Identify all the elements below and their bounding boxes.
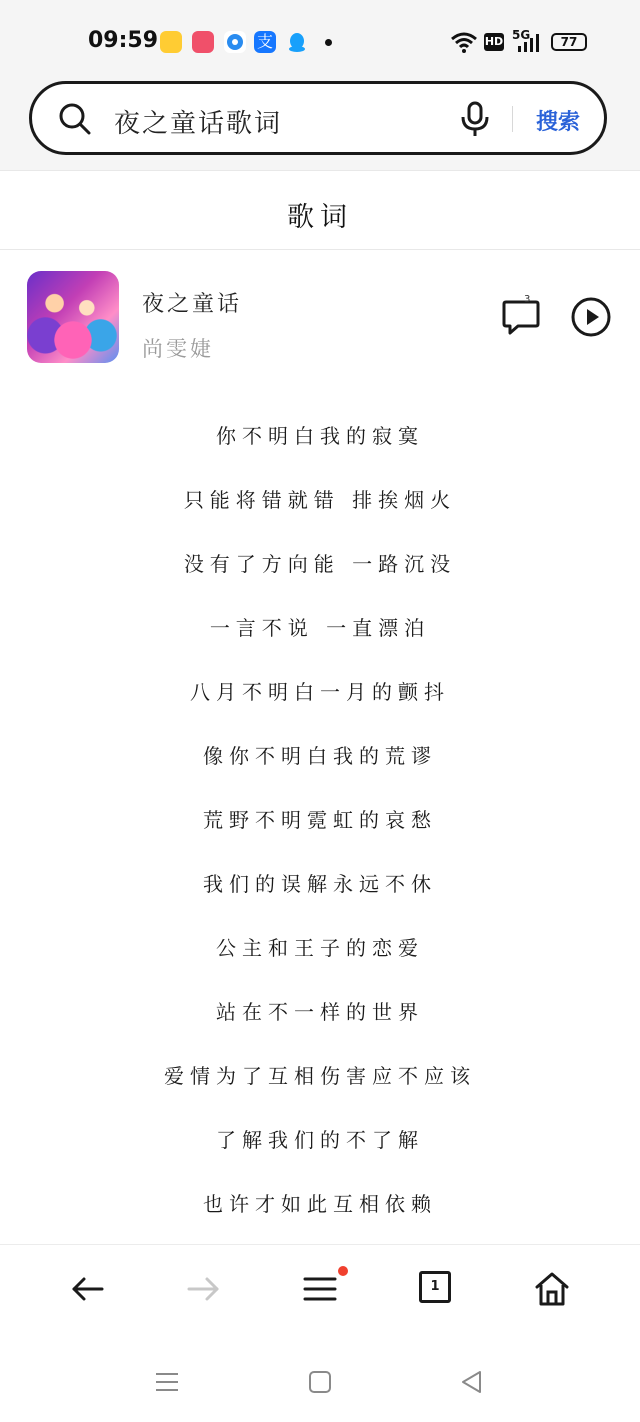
status-time: 09:59: [88, 28, 159, 53]
browser-toolbar: [0, 1244, 640, 1339]
app-icon: [192, 31, 214, 53]
lyric-line: 像你不明白我的荒谬: [203, 744, 437, 768]
lyric-line: 只能将错就错 排挨烟火: [183, 488, 457, 512]
lyric-line: 没有了方向能 一路沉没: [183, 552, 457, 576]
lyric-line: 一言不说 一直漂泊: [209, 616, 431, 640]
home-nav-icon[interactable]: [308, 1370, 332, 1394]
alipay-icon: 支: [254, 31, 276, 53]
lyric-line: 荒野不明霓虹的哀愁: [203, 808, 437, 832]
song-artist[interactable]: 尚雯婕: [142, 337, 214, 361]
search-icon[interactable]: [58, 102, 92, 136]
lyric-line: 公主和王子的恋爱: [216, 936, 424, 960]
album-cover[interactable]: [27, 271, 119, 363]
lyric-line: 你不明白我的寂寞: [216, 424, 424, 448]
page-title: 歌词: [287, 202, 353, 233]
search-bar[interactable]: [29, 81, 607, 155]
lyric-line: 站在不一样的世界: [216, 1000, 424, 1024]
song-title[interactable]: 夜之童话: [142, 292, 243, 317]
menu-notification-badge: [338, 1266, 348, 1276]
lyrics-list: [0, 420, 640, 1252]
search-area: [0, 68, 640, 170]
browser-icon: [224, 31, 246, 53]
menu-icon[interactable]: [300, 1269, 340, 1309]
lyric-line: 八月不明白一月的颤抖: [190, 680, 450, 704]
battery-icon: [551, 33, 587, 51]
lyric-line: 爱情为了互相伤害应不应该: [164, 1064, 476, 1088]
weibo-icon: [160, 31, 182, 53]
lyrics-header: [0, 170, 640, 250]
comment-icon: [500, 296, 542, 338]
play-icon: [570, 296, 612, 338]
lyric-line: 我们的误解永远不休: [203, 872, 437, 896]
notification-dot: [325, 39, 332, 46]
system-nav-bar: [0, 1338, 640, 1422]
search-input[interactable]: 夜之童话歌词: [114, 109, 283, 139]
microphone-icon[interactable]: [460, 101, 490, 139]
play-button[interactable]: [570, 296, 612, 338]
back-nav-icon[interactable]: [460, 1370, 484, 1394]
home-icon[interactable]: [532, 1269, 572, 1309]
recent-apps-icon[interactable]: [154, 1370, 180, 1394]
search-button[interactable]: 搜索: [536, 110, 581, 135]
hd-icon: HD: [484, 33, 504, 51]
signal-icon: [516, 32, 542, 52]
qq-icon: [286, 31, 308, 53]
battery-level: 77: [560, 35, 578, 49]
comment-count: 3: [524, 294, 531, 305]
tabs-count: 1: [430, 1279, 440, 1294]
forward-arrow-icon[interactable]: [183, 1269, 223, 1309]
network-label: 5G: [512, 28, 531, 42]
lyric-line: 了解我们的不了解: [216, 1128, 424, 1152]
back-arrow-icon[interactable]: [68, 1269, 108, 1309]
search-divider: [512, 106, 513, 132]
wifi-icon: [450, 30, 478, 54]
tabs-button[interactable]: [419, 1271, 451, 1303]
lyric-line: 也许才如此互相依赖: [203, 1192, 437, 1216]
comment-button[interactable]: [500, 296, 542, 338]
